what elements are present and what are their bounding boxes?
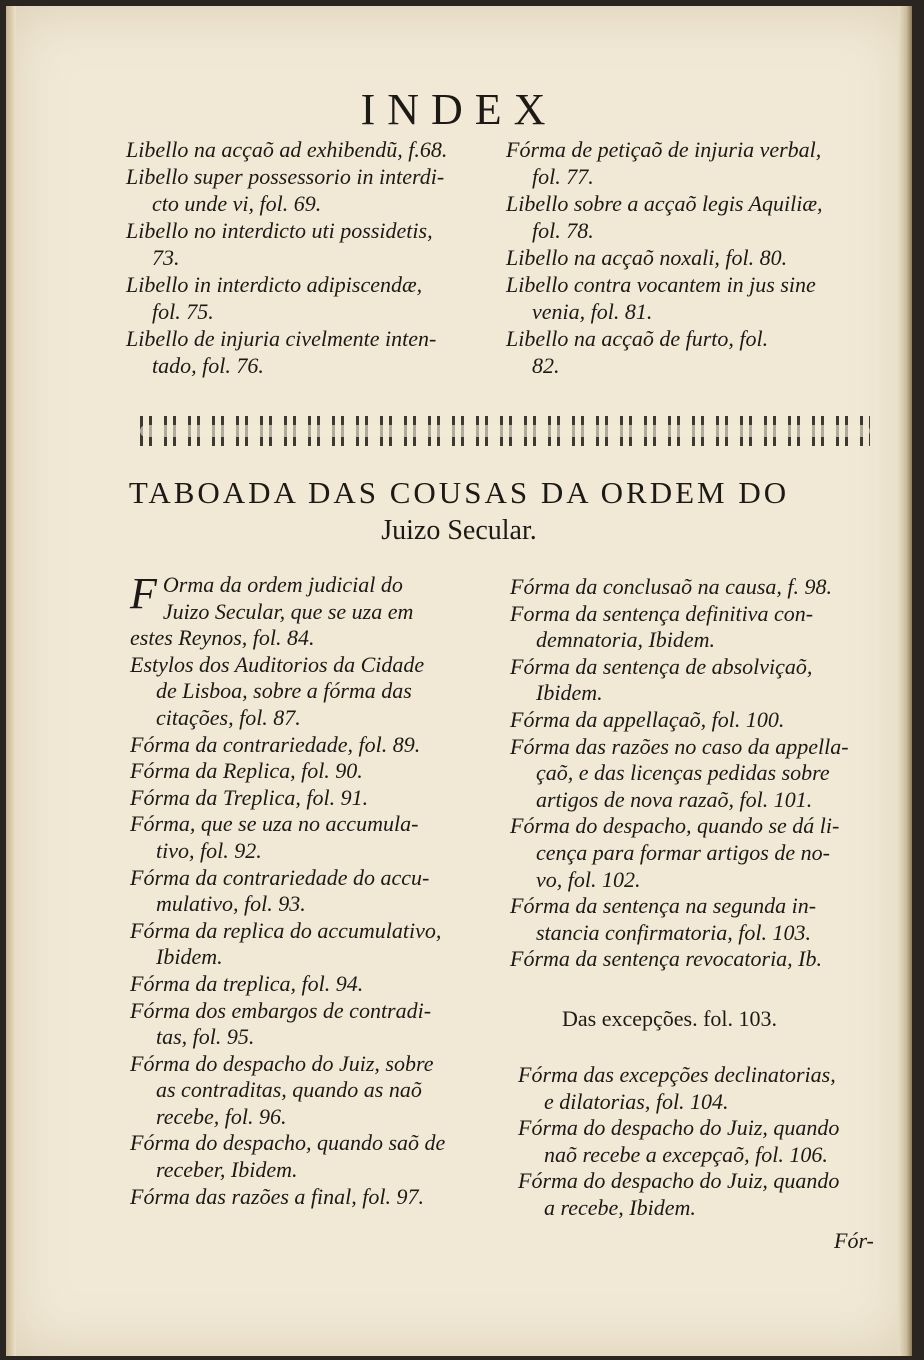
entries-right-column: [510, 574, 880, 973]
entry-line: Ibidem.: [536, 680, 603, 706]
index-entry: Libello sobre a acçaõ legis Aquiliæ,: [506, 191, 823, 216]
decorative-ornament-band: [140, 416, 870, 446]
ornament-center: [140, 425, 870, 437]
page-gutter: [6, 6, 16, 1356]
entry-line: Fórma da treplica, fol. 94.: [130, 970, 364, 996]
entry-line: Fórma da sentença revocatoria, Ib.: [510, 946, 823, 972]
index-entry: Libello contra vocantem in jus sine: [506, 272, 816, 297]
index-entry: Libello na acçaõ noxali, fol. 80.: [506, 245, 788, 270]
index-entry: Libello de injuria civelmente inten-: [126, 326, 437, 351]
index-entry: fol. 77.: [532, 164, 594, 189]
entry-line: citações, fol. 87.: [156, 704, 301, 730]
entry-line: Fórma das razões no caso da appella-: [510, 733, 849, 759]
entry-line: Fórma da sentença de absolviçaõ,: [510, 653, 813, 679]
index-entry: 82.: [532, 353, 560, 378]
title-line-2: Juizo Secular.: [381, 515, 537, 546]
index-entry: Libello in interdicto adipiscendæ,: [126, 272, 423, 297]
page-edge: [898, 6, 912, 1356]
entry-line: vo, fol. 102.: [536, 866, 641, 892]
index-entry: Fórma de petiçaõ de injuria verbal,: [506, 137, 822, 162]
entry-line: Fórma do despacho, quando saõ de: [130, 1130, 446, 1156]
entry-line: Ibidem.: [156, 944, 223, 970]
entry-line: Estylos dos Auditorios da Cidade: [130, 651, 425, 677]
entry-line: Fórma da replica do accumulativo,: [130, 917, 442, 943]
page-header: INDEX: [360, 85, 558, 134]
entries-left-column: [130, 569, 500, 1210]
entry-line: Fórma da Replica, fol. 90.: [130, 758, 363, 784]
index-entry: cto unde vi, fol. 69.: [152, 191, 322, 216]
exceptions-column: [518, 1062, 888, 1222]
first-entry: [130, 569, 500, 625]
entry-line: Fórma da appellaçaõ, fol. 100.: [510, 706, 785, 732]
index-entry: Libello na acçaõ de furto, fol.: [506, 326, 769, 351]
entry-line: e dilatorias, fol. 104.: [544, 1088, 729, 1114]
entry-line: as contraditas, quando as naõ: [156, 1077, 422, 1103]
index-entry: Libello super possessorio in interdi-: [126, 164, 445, 189]
index-entry: Libello na acçaõ ad exhibendũ, f.68.: [126, 137, 448, 162]
entry-line: Fórma do despacho do Juiz, quando: [518, 1168, 840, 1194]
subsection-heading: Das excepções. fol. 103.: [562, 1006, 778, 1031]
entry-line: Fórma da sentença na segunda in-: [510, 893, 817, 919]
entry-line: Orma da ordem judicial do: [162, 572, 403, 597]
entry-line: Juizo Secular, que se uza em: [162, 598, 414, 624]
index-entry: 73.: [152, 245, 180, 270]
index-left-column: [126, 136, 496, 379]
entry-line: Fórma das excepções declinatorias,: [518, 1062, 836, 1087]
entry-line: Fórma do despacho, quando se dá li-: [510, 813, 840, 839]
entry-line: tivo, fol. 92.: [156, 837, 262, 863]
entry-line: Fórma do despacho do Juiz, sobre: [130, 1050, 434, 1076]
entry-line: mulativo, fol. 93.: [156, 891, 306, 917]
book-page: [6, 6, 912, 1356]
drop-cap: F: [130, 569, 157, 618]
entry-line: tas, fol. 95.: [156, 1024, 255, 1050]
entry-line: recebe, fol. 96.: [156, 1103, 287, 1129]
entry-line: estes Reynos, fol. 84.: [130, 625, 315, 651]
catchword: Fór-: [834, 1228, 874, 1253]
entry-line: stancia confirmatoria, fol. 103.: [536, 919, 811, 945]
entry-line: naõ recebe a excepçaõ, fol. 106.: [544, 1141, 828, 1167]
entry-line: Fórma da conclusaõ na causa, f. 98.: [510, 574, 833, 599]
entry-line: cença para formar artigos de no-: [536, 839, 830, 865]
index-entry: Libello no interdicto uti possidetis,: [126, 218, 433, 243]
entry-line: Forma da sentença definitiva con-: [510, 600, 814, 626]
entry-line: de Lisboa, sobre a fórma das: [156, 678, 412, 704]
entry-line: Fórma das razões a final, fol. 97.: [130, 1183, 424, 1209]
entry-line: Fórma da contrariedade, fol. 89.: [130, 731, 421, 757]
index-entry: tado, fol. 76.: [152, 353, 264, 378]
entry-line: receber, Ibidem.: [156, 1157, 298, 1183]
index-right-column: [506, 136, 876, 379]
section-title: [6, 474, 912, 550]
entry-line: artigos de nova razaõ, fol. 101.: [536, 786, 813, 812]
entry-line: Fórma da contrariedade do accu-: [130, 864, 430, 890]
entry-line: demnatoria, Ibidem.: [536, 627, 716, 653]
index-entry: venia, fol. 81.: [532, 299, 653, 324]
entry-line: a recebe, Ibidem.: [544, 1194, 696, 1220]
entry-line: çaõ, e das licenças pedidas sobre: [536, 760, 830, 786]
entry-line: Fórma da Treplica, fol. 91.: [130, 784, 369, 810]
entry-line: Fórma do despacho do Juiz, quando: [518, 1115, 840, 1141]
index-entry: fol. 75.: [152, 299, 214, 324]
entry-line: Fórma, que se uza no accumula-: [130, 811, 419, 837]
title-line-1: TABOADA DAS COUSAS DA ORDEM DO: [128, 475, 790, 510]
entry-line: Fórma dos embargos de contradi-: [130, 997, 432, 1023]
index-entry: fol. 78.: [532, 218, 594, 243]
